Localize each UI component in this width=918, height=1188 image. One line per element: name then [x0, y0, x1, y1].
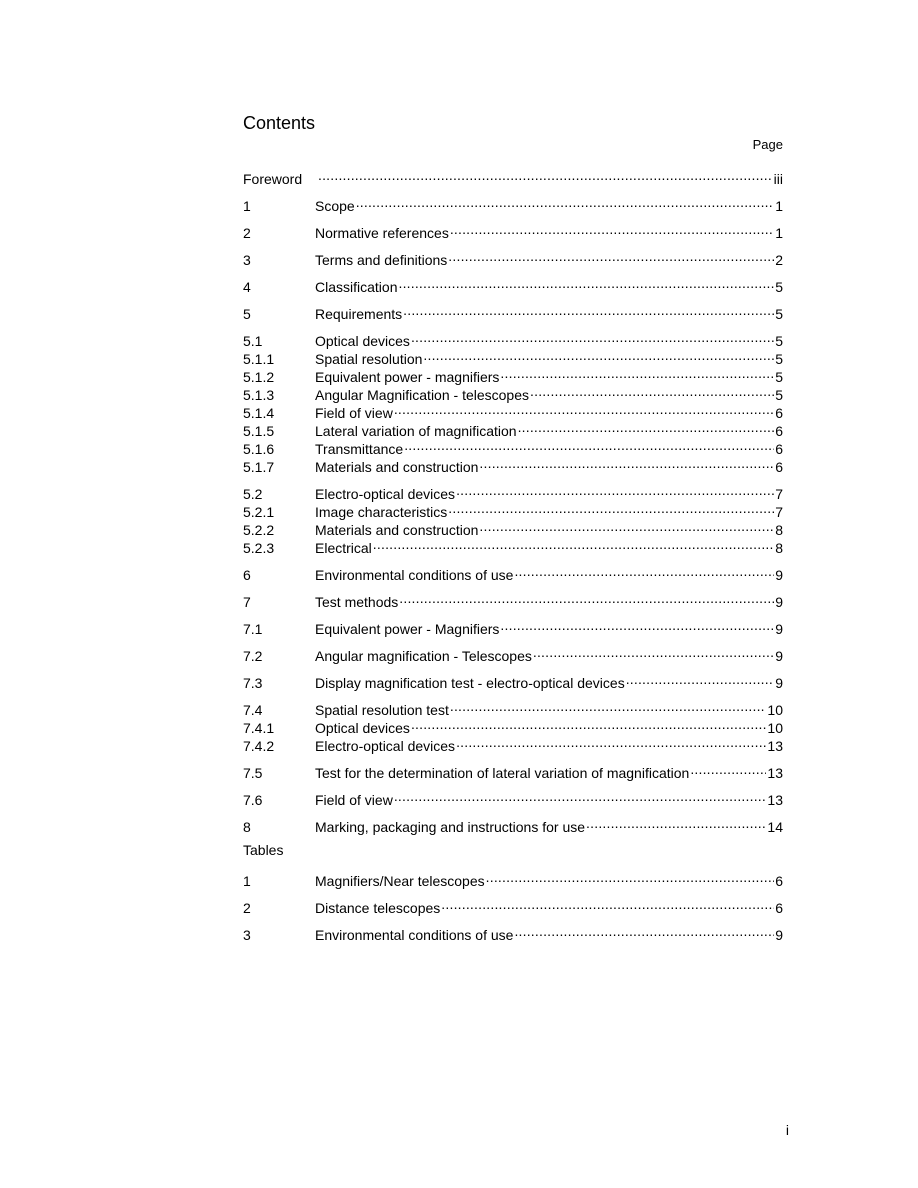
toc-entry-number: 1 [243, 198, 251, 214]
toc-entry-page: 6 [775, 423, 783, 439]
toc-entry-label: Spatial resolution [315, 351, 423, 367]
toc-entry-number: 2 [243, 225, 251, 241]
toc-entry[interactable] [243, 193, 783, 214]
toc-entry-page: 13 [767, 792, 783, 808]
table-entry-number: 1 [243, 873, 251, 889]
toc-leader [450, 697, 767, 715]
toc-leader [586, 814, 766, 832]
toc-entry-page: 6 [775, 441, 783, 457]
toc-leader [403, 301, 774, 319]
toc-entry-label: Classification [315, 279, 398, 295]
toc-entry[interactable] [243, 274, 783, 295]
toc-entry-label: Optical devices [315, 333, 410, 349]
toc-leader [514, 922, 774, 940]
toc-entry-label: Equivalent power - magnifiers [315, 369, 500, 385]
toc-entry-number: 7.4 [243, 702, 263, 718]
toc-entry-label: Electrical [315, 540, 372, 556]
toc-entry-page: 13 [767, 738, 783, 754]
toc-entry-number: 7.1 [243, 621, 263, 637]
toc-entry-number: 5.1.4 [243, 405, 275, 421]
toc-leader [450, 220, 774, 238]
toc-entry-number: 4 [243, 279, 251, 295]
toc-entry-page: 10 [767, 720, 783, 736]
toc-leader [398, 274, 774, 292]
toc-entry-number: 5.1.3 [243, 387, 275, 403]
toc-entry-page: iii [773, 171, 783, 187]
toc-entry-number: 5 [243, 306, 251, 322]
toc-leader [356, 193, 775, 211]
toc-entry-number: 5.1.1 [243, 351, 275, 367]
footer-page-number: i [785, 1122, 789, 1138]
toc-entry-number: 5.2.2 [243, 522, 275, 538]
table-entry-page: 9 [775, 927, 783, 943]
toc-entry-page: 9 [775, 675, 783, 691]
toc-leader [533, 643, 774, 661]
toc-entry-number: 5.2.1 [243, 504, 275, 520]
toc-entry-label: Terms and definitions [315, 252, 448, 268]
toc-entry-label: Materials and construction [315, 459, 479, 475]
toc-entry-label: Optical devices [315, 720, 410, 736]
table-entry[interactable] [243, 868, 783, 889]
toc-entry-page: 9 [775, 648, 783, 664]
toc-entry[interactable] [243, 760, 783, 781]
toc-entry-number: 5.2 [243, 486, 263, 502]
toc-entry-label: Test methods [315, 594, 399, 610]
toc-leader [448, 247, 774, 265]
toc-entry-page: 9 [775, 567, 783, 583]
toc-leader [626, 670, 775, 688]
toc-leader [456, 733, 766, 751]
toc-leader [518, 418, 775, 436]
toc-entry-label: Field of view [315, 792, 393, 808]
toc-entry-page: 8 [775, 522, 783, 538]
toc-entry-page: 14 [767, 819, 783, 835]
toc-entry-label: Transmittance [315, 441, 404, 457]
toc-entry-label: Environmental conditions of use [315, 567, 514, 583]
toc-entry-page: 2 [775, 252, 783, 268]
toc-leader [423, 346, 774, 364]
tables-heading: Tables [243, 842, 284, 858]
toc-entry-number: 5.1 [243, 333, 263, 349]
toc-leader [500, 616, 774, 634]
toc-leader [500, 364, 774, 382]
toc-leader [399, 589, 774, 607]
toc-entry-number: 7.5 [243, 765, 263, 781]
toc-entry-number: Foreword [243, 171, 303, 187]
toc-entry-page: 10 [767, 702, 783, 718]
toc-entry-label: Requirements [315, 306, 403, 322]
toc-leader [394, 787, 767, 805]
table-entry-label: Distance telescopes [315, 900, 441, 916]
toc-leader [411, 715, 766, 733]
table-entry-number: 3 [243, 927, 251, 943]
table-entry-label: Environmental conditions of use [315, 927, 514, 943]
toc-entry-page: 5 [775, 333, 783, 349]
toc-entry-page: 6 [775, 405, 783, 421]
toc-entry[interactable] [243, 697, 783, 718]
toc-entry-label: Scope [315, 198, 355, 214]
contents-title: Contents [243, 113, 316, 133]
toc-entry-number: 6 [243, 567, 251, 583]
toc-leader [690, 760, 766, 778]
toc-entry-label: Materials and construction [315, 522, 479, 538]
toc-entry-label: Electro-optical devices [315, 738, 456, 754]
toc-entry-label: Lateral variation of magnification [315, 423, 517, 439]
toc-entry-page: 9 [775, 594, 783, 610]
table-entry[interactable] [243, 922, 783, 943]
toc-entry-page: 5 [775, 387, 783, 403]
table-entry-page: 6 [775, 900, 783, 916]
toc-entry-page: 5 [775, 306, 783, 322]
toc-entry[interactable] [243, 643, 783, 664]
toc-entry[interactable] [243, 481, 783, 502]
toc-entry[interactable] [243, 562, 783, 583]
toc-entry-label: Angular Magnification - telescopes [315, 387, 530, 403]
toc-entry-label: Marking, packaging and instructions for use [315, 819, 586, 835]
toc-entry[interactable] [243, 328, 783, 349]
page-column-header: Page [752, 137, 783, 152]
toc-entry-page: 7 [775, 504, 783, 520]
toc-entry[interactable] [243, 301, 783, 322]
toc-leader [448, 499, 774, 517]
toc-entry-label: Display magnification test - electro-optical devices [315, 675, 625, 691]
toc-entry-label: Equivalent power - Magnifiers [315, 621, 500, 637]
toc-entry[interactable] [243, 220, 783, 241]
toc-entry-page: 5 [775, 351, 783, 367]
toc-entry-number: 7.4.2 [243, 738, 275, 754]
toc-entry[interactable] [243, 247, 783, 268]
table-of-contents [243, 166, 783, 943]
toc-leader [411, 328, 774, 346]
toc-leader [373, 535, 774, 553]
toc-entry-label: Image characteristics [315, 504, 448, 520]
toc-entry-label: Spatial resolution test [315, 702, 449, 718]
toc-entry-number: 7.2 [243, 648, 263, 664]
toc-entry-page: 1 [775, 198, 783, 214]
toc-entry-page: 13 [767, 765, 783, 781]
toc-entry-page: 6 [775, 459, 783, 475]
toc-entry-number: 7.3 [243, 675, 263, 691]
toc-entry-label: Test for the determination of lateral variation of magnification [315, 765, 690, 781]
toc-leader [441, 895, 774, 913]
toc-entry-number: 8 [243, 819, 251, 835]
toc-entry-number: 5.1.2 [243, 369, 275, 385]
toc-entry-number: 5.1.5 [243, 423, 275, 439]
table-entry-label: Magnifiers/Near telescopes [315, 873, 485, 889]
toc-entry-label: Electro-optical devices [315, 486, 456, 502]
toc-entry[interactable] [243, 166, 783, 187]
table-entry-page: 6 [775, 873, 783, 889]
toc-entry-page: 7 [775, 486, 783, 502]
toc-leader [404, 436, 774, 454]
toc-entry-number: 7.6 [243, 792, 263, 808]
table-entry[interactable] [243, 895, 783, 916]
toc-leader [456, 481, 774, 499]
toc-entry[interactable] [243, 589, 783, 610]
toc-entry[interactable] [243, 670, 783, 691]
toc-entry-label: Angular magnification - Telescopes [315, 648, 532, 664]
toc-leader [479, 454, 774, 472]
toc-entry-number: 7 [243, 594, 251, 610]
toc-entry-number: 5.2.3 [243, 540, 275, 556]
toc-leader [514, 562, 774, 580]
toc-leader [394, 400, 774, 418]
toc-entry[interactable] [243, 814, 783, 835]
toc-leader [479, 517, 774, 535]
toc-entry[interactable] [243, 616, 783, 637]
toc-entry-label: Field of view [315, 405, 393, 421]
table-entry-number: 2 [243, 900, 251, 916]
toc-entry-page: 1 [775, 225, 783, 241]
toc-leader [530, 382, 774, 400]
toc-entry[interactable] [243, 787, 783, 808]
toc-entry-number: 7.4.1 [243, 720, 275, 736]
toc-entry-page: 8 [775, 540, 783, 556]
toc-entry-number: 5.1.6 [243, 441, 275, 457]
toc-entry-number: 3 [243, 252, 251, 268]
toc-leader [486, 868, 775, 886]
toc-entry-label: Normative references [315, 225, 449, 241]
toc-entry-page: 5 [775, 279, 783, 295]
toc-leader [318, 166, 773, 184]
toc-entry-number: 5.1.7 [243, 459, 275, 475]
toc-entry-page: 9 [775, 621, 783, 637]
toc-entry-page: 5 [775, 369, 783, 385]
